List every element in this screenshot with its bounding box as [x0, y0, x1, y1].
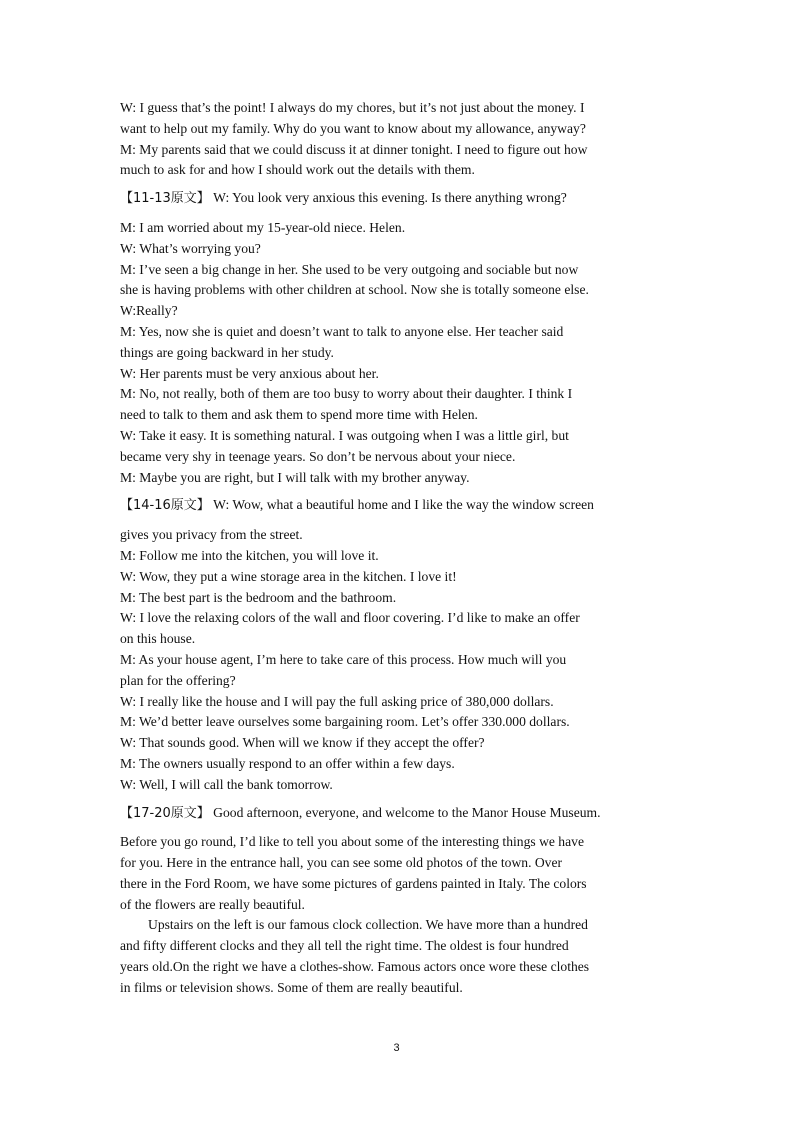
text-line: W: Wow, they put a wine storage area in the kitchen. I love it!: [120, 568, 457, 584]
text-line: Upstairs on the left is our famous clock collection. We have more than a hundred: [148, 917, 588, 933]
text-line: things are going backward in her study.: [120, 344, 334, 360]
text-line: W: I really like the house and I will pay the full asking price of 380,000 dollars.: [120, 693, 554, 709]
text-line: in films or television shows. Some of them are really beautiful.: [120, 979, 463, 995]
section-11-13: [120, 188, 676, 488]
text-line: became very shy in teenage years. So don’t be nervous about your niece.: [120, 448, 516, 464]
text-line: M: The best part is the bedroom and the bathroom.: [120, 589, 397, 605]
transcript-body: [120, 98, 676, 999]
intro-paragraph: [120, 98, 676, 181]
section-heading: [120, 803, 676, 825]
section-14-16: [120, 495, 676, 795]
text-line: M: We’d better leave ourselves some bargaining room. Let’s offer 330.000 dollars.: [120, 714, 570, 730]
text-line: want to help out my family. Why do you want to know about my allowance, anyway?: [120, 120, 586, 136]
section-label: 【17-20原文】: [120, 805, 210, 821]
text-line: need to talk to them and ask them to spend more time with Helen.: [120, 407, 478, 423]
text-line: M: As your house agent, I’m here to take care of this process. How much will you: [120, 651, 567, 667]
text-line: gives you privacy from the street.: [120, 527, 303, 543]
text-line: M: Maybe you are right, but I will talk with my brother anyway.: [120, 469, 470, 485]
section-heading: [120, 188, 676, 210]
text-line: W: Her parents must be very anxious about her.: [120, 365, 379, 381]
text-line: years old.On the right we have a clothes-show. Famous actors once wore these clothes: [120, 959, 590, 975]
text-line: M: The owners usually respond to an offer within a few days.: [120, 755, 455, 771]
text-line: of the flowers are really beautiful.: [120, 896, 305, 912]
section-label: 【11-13原文】: [120, 191, 210, 207]
text-line: Before you go round, I’d like to tell you about some of the interesting things we have: [120, 834, 584, 850]
text-line: M: I am worried about my 15-year-old niece. Helen.: [120, 219, 406, 235]
section-label: 【14-16原文】: [120, 498, 210, 514]
text-line: she is having problems with other children at school. Now she is totally someone else.: [120, 282, 589, 298]
section-heading: [120, 495, 676, 517]
section-17-20: [120, 803, 676, 999]
text-line: plan for the offering?: [120, 672, 236, 688]
text-line: W: That sounds good. When will we know if they accept the offer?: [120, 735, 485, 751]
text-line: W: Take it easy. It is something natural. I was outgoing when I was a little girl, but: [120, 427, 569, 443]
text-line: W: I love the relaxing colors of the wall and floor covering. I’d like to make an offer: [120, 610, 580, 626]
text-line: W: Well, I will call the bank tomorrow.: [120, 776, 333, 792]
text-line: M: I’ve seen a big change in her. She used to be very outgoing and sociable but now: [120, 261, 579, 277]
page-number: 3: [393, 1042, 400, 1054]
text-line: M: Yes, now she is quiet and doesn’t want to talk to anyone else. Her teacher said: [120, 323, 564, 339]
text-line: M: My parents said that we could discuss it at dinner tonight. I need to figure out how: [120, 141, 588, 157]
text-line: W:Really?: [120, 303, 178, 319]
section-first-line: Good afternoon, everyone, and welcome to the Manor House Museum.: [209, 804, 601, 820]
text-line: on this house.: [120, 631, 196, 647]
text-line: and fifty different clocks and they all tell the right time. The oldest is four hundred: [120, 938, 569, 954]
text-line: there in the Ford Room, we have some pictures of gardens painted in Italy. The colors: [120, 875, 587, 891]
text-line: much to ask for and how I should work out the details with them.: [120, 162, 475, 178]
section-first-line: W: Wow, what a beautiful home and I like the way the window screen: [209, 497, 594, 513]
section-first-line: W: You look very anxious this evening. Is there anything wrong?: [209, 190, 567, 206]
text-line: W: I guess that’s the point! I always do my chores, but it’s not just about the money. I: [120, 100, 585, 115]
text-line: for you. Here in the entrance hall, you can see some old photos of the town. Over: [120, 855, 563, 871]
text-line: M: No, not really, both of them are too busy to worry about their daughter. I think I: [120, 386, 573, 402]
text-line: W: What’s worrying you?: [120, 240, 261, 256]
text-line: M: Follow me into the kitchen, you will love it.: [120, 547, 379, 563]
